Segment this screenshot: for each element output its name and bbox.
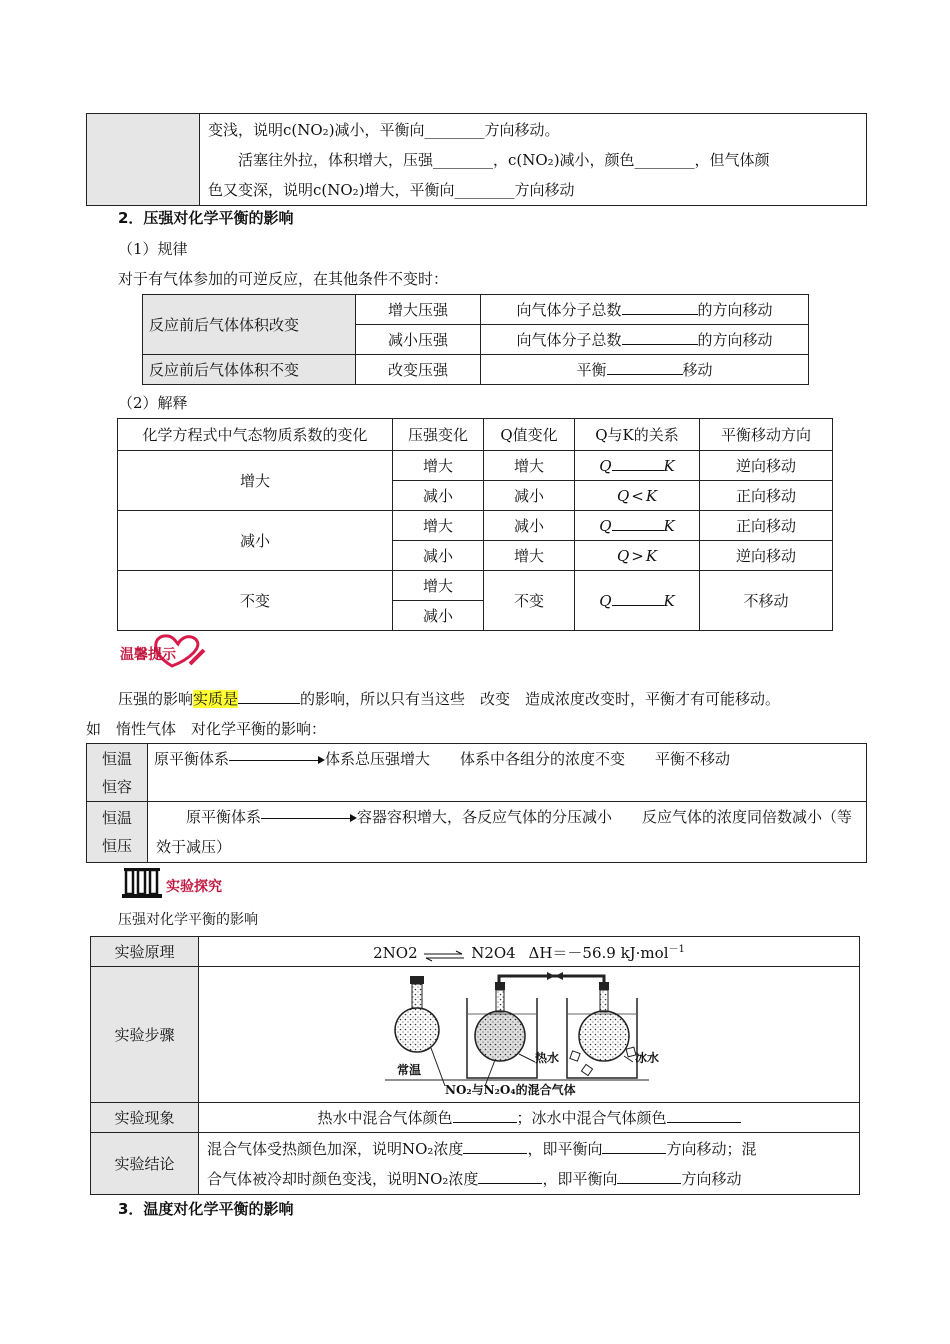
explain-p-2: 减小 xyxy=(393,481,484,511)
eq-right: N2O4 xyxy=(471,944,516,962)
inert-content-1 xyxy=(148,744,867,802)
explain-rel-5 xyxy=(575,571,700,631)
conclusion-4: 合气体被冷却时颜色变浅，说明NO₂浓度 xyxy=(207,1169,479,1188)
explain-dir-3: 正向移动 xyxy=(700,511,833,541)
inert-content-2 xyxy=(148,802,867,863)
rule-result-2 xyxy=(481,325,809,355)
conclusion-blank-4 xyxy=(617,1169,681,1184)
rel-op-2: < xyxy=(631,486,644,505)
conclusion-2: ，即平衡向 xyxy=(527,1139,603,1158)
top-line-1: 变浅，说明c(NO₂)减小，平衡向________方向移动。 xyxy=(208,120,560,139)
top-right-cell xyxy=(200,114,867,206)
rule-change-2: 减小压强 xyxy=(356,325,481,355)
rel-k-3: K xyxy=(663,517,675,535)
rel-k-5: K xyxy=(663,592,675,610)
tip-highlight: 实质是 xyxy=(193,690,239,708)
label-gas-mixture: NO₂与N₂O₄的混合气体 xyxy=(445,1083,576,1097)
exp-principle-eq xyxy=(199,937,860,967)
rule-result-3-pre: 平衡 xyxy=(576,361,607,379)
eq-exp: －1 xyxy=(668,944,685,955)
explain-p-4: 减小 xyxy=(393,541,484,571)
exp-steps-label: 实验步骤 xyxy=(91,967,199,1103)
conclusion-1: 混合气体受热颜色加深，说明NO₂浓度 xyxy=(207,1139,464,1158)
rel-q-4: Q xyxy=(616,546,630,565)
explain-dir-4: 逆向移动 xyxy=(700,541,833,571)
explain-p-1: 增大 xyxy=(393,451,484,481)
tip-line-2: 如 惰性气体 对化学平衡的影响： xyxy=(86,720,327,738)
rule-blank-1 xyxy=(622,300,698,315)
rel-k-4: K xyxy=(645,546,658,565)
section-2-sub1: （1）规律 xyxy=(118,240,188,258)
rule-blank-3 xyxy=(607,360,683,375)
explain-rel-3 xyxy=(575,511,700,541)
rule-result-2-post: 的方向移动 xyxy=(697,331,773,349)
section-3-title: 3．温度对化学平衡的影响 xyxy=(118,1200,294,1218)
explain-p-6: 减小 xyxy=(393,601,484,631)
explain-rel-2 xyxy=(575,481,700,511)
explain-coef-increase: 增大 xyxy=(118,451,393,511)
top-line-2: 活塞往外拉，体积增大，压强________，c(NO₂)减小，颜色________，但气体颜 xyxy=(238,150,770,169)
explain-header-dir: 平衡移动方向 xyxy=(700,419,833,451)
label-room-temp: 常温 xyxy=(397,1063,422,1077)
inert-gas-table xyxy=(86,743,867,863)
equilibrium-arrows-icon xyxy=(422,948,466,960)
explain-dir-1: 逆向移动 xyxy=(700,451,833,481)
tip-post: 的影响，所以只有当这些 改变 造成浓度改变时，平衡才有可能移动。 xyxy=(300,690,781,708)
exp-steps-diagram xyxy=(199,967,860,1103)
exp-conclusion xyxy=(199,1133,860,1195)
rule-result-1 xyxy=(481,295,809,325)
conclusion-3: 方向移动；混 xyxy=(666,1139,757,1158)
explain-q-3: 减小 xyxy=(484,511,575,541)
inert-label-1: 恒温恒容 xyxy=(87,744,148,802)
explain-header-p: 压强变化 xyxy=(393,419,484,451)
pressure-rule-table xyxy=(142,294,809,385)
rel-k-2: K xyxy=(645,486,658,505)
tip-badge xyxy=(118,628,210,670)
explain-q-1: 增大 xyxy=(484,451,575,481)
rule-result-3-post: 移动 xyxy=(682,361,713,379)
explain-header-q: Q值变化 xyxy=(484,419,575,451)
rule-change-3: 改变压强 xyxy=(356,355,481,385)
explain-dir-5: 不移动 xyxy=(700,571,833,631)
arrow-right-icon xyxy=(261,813,357,823)
phenomenon-blank-2 xyxy=(667,1108,741,1123)
tip-blank xyxy=(238,689,300,704)
section-2-sub2: （2）解释 xyxy=(118,394,188,412)
inert-post-1: 体系总压强增大 体系中各组分的浓度不变 平衡不移动 xyxy=(325,750,731,768)
eq-dh: ΔH＝－56.9 kJ·mol xyxy=(528,944,669,962)
rule-result-1-post: 的方向移动 xyxy=(697,301,773,319)
top-left-cell xyxy=(87,114,200,206)
tip-badge-text: 温馨提示 xyxy=(120,647,176,663)
phenomenon-pre: 热水中混合气体颜色 xyxy=(317,1109,453,1127)
pressure-explain-table xyxy=(117,418,833,631)
exp-phenomenon xyxy=(199,1103,860,1133)
rel-blank-1 xyxy=(612,456,664,471)
conclusion-line-1 xyxy=(207,1134,851,1164)
explain-p-3: 增大 xyxy=(393,511,484,541)
conclusion-line-2 xyxy=(207,1164,851,1194)
rel-q-5: Q xyxy=(599,592,612,610)
rel-q-2: Q xyxy=(616,486,630,505)
conclusion-6: 方向移动 xyxy=(681,1169,742,1188)
rule-condition-3: 反应前后气体体积不变 xyxy=(143,355,356,385)
arrow-right-icon xyxy=(229,755,325,765)
rule-condition-1: 反应前后气体体积改变 xyxy=(143,295,356,355)
explain-coef-same: 不变 xyxy=(118,571,393,631)
top-line-3: 色又变深，说明c(NO₂)增大，平衡向________方向移动 xyxy=(208,180,575,199)
explain-p-5: 增大 xyxy=(393,571,484,601)
rel-op-4: > xyxy=(631,546,644,565)
exp-phenomenon-label: 实验现象 xyxy=(91,1103,199,1133)
rel-blank-5 xyxy=(612,591,664,606)
explain-header-rel: Q与K的关系 xyxy=(575,419,700,451)
label-ice-water: 冰水 xyxy=(635,1051,660,1065)
explain-q-2: 减小 xyxy=(484,481,575,511)
inert-post-2: 容器容积增大，各反应气体的分压减小 反应气体的浓度同倍数减小（等效于减压） xyxy=(156,808,853,856)
experiment-badge xyxy=(120,866,250,900)
experiment-title: 压强对化学平衡的影响 xyxy=(118,912,258,928)
tip-pre: 压强的影响 xyxy=(118,690,194,708)
explain-dir-2: 正向移动 xyxy=(700,481,833,511)
section-2-intro: 对于有气体参加的可逆反应，在其他条件不变时： xyxy=(118,270,449,288)
rel-k-1: K xyxy=(663,457,675,475)
rule-result-3 xyxy=(481,355,809,385)
rule-result-2-pre: 向气体分子总数 xyxy=(516,331,622,349)
beaker-ice-water xyxy=(567,982,637,1078)
rel-q-1: Q xyxy=(599,457,612,475)
exp-principle-label: 实验原理 xyxy=(91,937,199,967)
explain-rel-1 xyxy=(575,451,700,481)
experiment-table xyxy=(90,936,860,1195)
flask-room-temp xyxy=(395,976,439,1052)
experiment-badge-text: 实验探究 xyxy=(166,879,222,895)
eq-left: 2NO2 xyxy=(373,944,418,962)
phenomenon-blank-1 xyxy=(453,1108,517,1123)
section-2-title: 2．压强对化学平衡的影响 xyxy=(118,209,294,227)
test-tubes-icon xyxy=(120,866,164,900)
explain-q-5: 不变 xyxy=(484,571,575,631)
explain-coef-decrease: 减小 xyxy=(118,511,393,571)
exp-conclusion-label: 实验结论 xyxy=(91,1133,199,1195)
rule-change-1: 增大压强 xyxy=(356,295,481,325)
beaker-hot-water xyxy=(467,982,537,1078)
rule-blank-2 xyxy=(622,330,698,345)
rel-blank-3 xyxy=(612,516,664,531)
explain-header-coef: 化学方程式中气态物质系数的变化 xyxy=(118,419,393,451)
rule-result-1-pre: 向气体分子总数 xyxy=(516,301,622,319)
conclusion-blank-3 xyxy=(478,1169,542,1184)
conclusion-blank-2 xyxy=(602,1139,666,1154)
label-hot-water: 热水 xyxy=(535,1051,560,1065)
inert-pre-2: 原平衡体系 xyxy=(186,808,262,826)
top-continuation-table xyxy=(86,113,867,206)
explain-q-4: 增大 xyxy=(484,541,575,571)
conclusion-5: ，即平衡向 xyxy=(542,1169,618,1188)
conclusion-blank-1 xyxy=(463,1139,527,1154)
phenomenon-mid: ；冰水中混合气体颜色 xyxy=(516,1109,667,1127)
explain-rel-4 xyxy=(575,541,700,571)
inert-label-2: 恒温恒压 xyxy=(87,802,148,863)
tip-line-1 xyxy=(118,688,780,709)
inert-pre-1: 原平衡体系 xyxy=(154,750,230,768)
rel-q-3: Q xyxy=(599,517,612,535)
